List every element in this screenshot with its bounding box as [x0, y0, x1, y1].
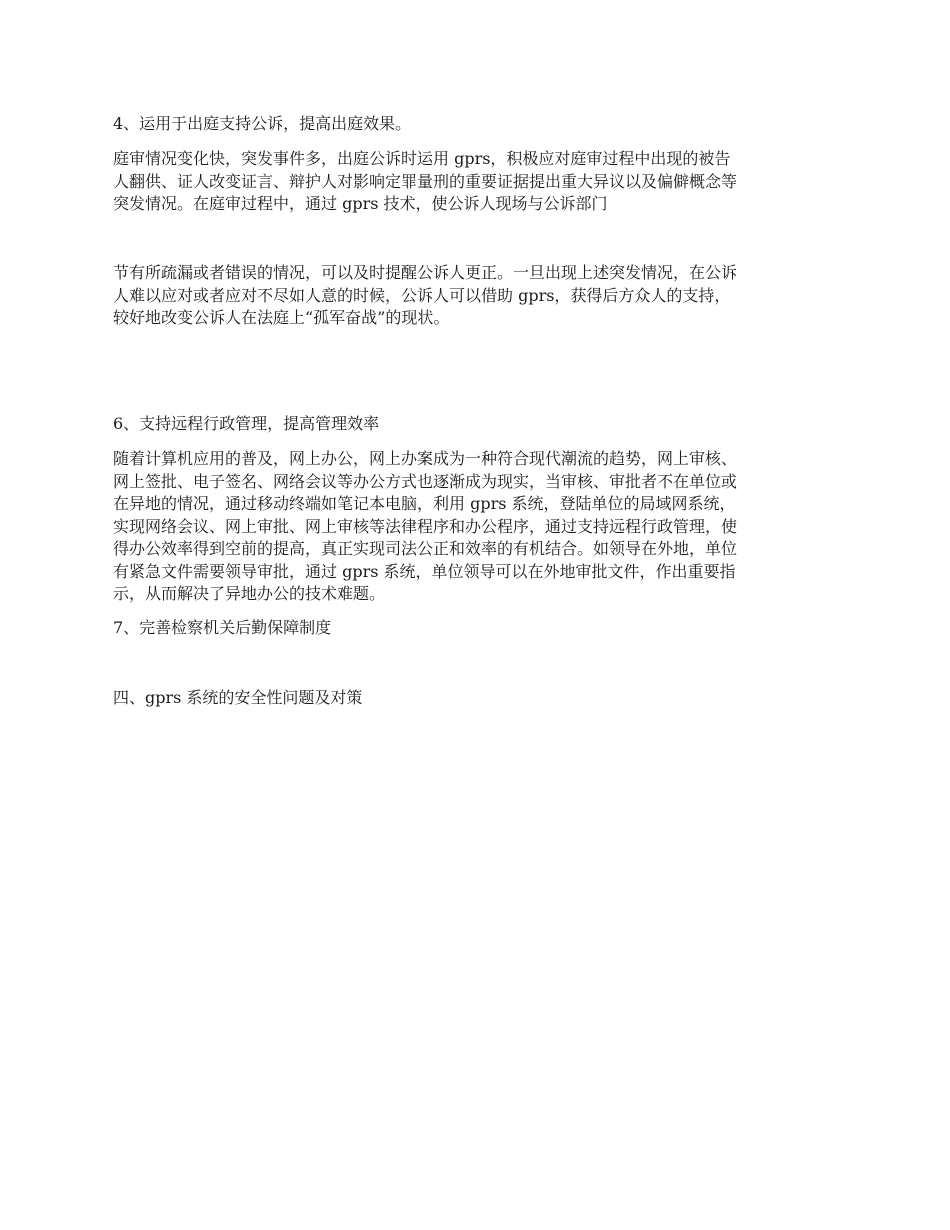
heading-4	[113, 113, 843, 136]
paragraph-line: 实现网络会议、网上审批、网上审核等法律程序和办公程序，通过支持远程行政管理，使	[113, 516, 738, 536]
section-heading-4	[113, 687, 843, 710]
paragraph-line: 较好地改变公诉人在法庭上“孤军奋战”的现状。	[113, 308, 450, 327]
heading-6	[113, 413, 843, 436]
paragraph-line: 人难以应对或者应对不尽如人意的时候，公诉人可以借助 gprs，获得后方众人的支持，	[113, 285, 731, 305]
paragraph-line: 得办公效率得到空前的提高，真正实现司法公正和效率的有机结合。如领导在外地，单位	[113, 539, 738, 558]
paragraph-line: 示，从而解决了异地办公的技术难题。	[113, 584, 386, 603]
section-heading-4-text: 四、gprs 系统的安全性问题及对策	[113, 688, 363, 707]
paragraph-line: 庭审情况变化快，突发事件多，出庭公诉时运用 gprs，积极应对庭审过程中出现的被告	[113, 149, 731, 168]
paragraph-6	[113, 448, 843, 606]
paragraph-line: 随着计算机应用的普及，网上办公，网上办案成为一种符合现代潮流的趋势，网上审核、	[113, 449, 738, 468]
paragraph-4b	[113, 262, 843, 330]
paragraph-line: 节有所疏漏或者错误的情况，可以及时提醒公诉人更正。一旦出现上述突发情况，在公诉	[113, 263, 738, 282]
paragraph-line: 在异地的情况，通过移动终端如笔记本电脑，利用 gprs 系统，登陆单位的局域网系统，	[113, 494, 736, 513]
paragraph-line: 突发情况。在庭审过程中，通过 gprs 技术，使公诉人现场与公诉部门	[113, 194, 608, 213]
paragraph-4a	[113, 148, 843, 216]
heading-7	[113, 617, 843, 640]
heading-7-text: 7、完善检察机关后勤保障制度	[113, 618, 332, 637]
paragraph-line: 有紧急文件需要领导审批，通过 gprs 系统，单位领导可以在外地审批文件，作出重要指	[113, 561, 736, 581]
heading-4-text: 4、运用于出庭支持公诉，提高出庭效果。	[113, 114, 412, 133]
paragraph-line: 网上签批、电子签名、网络会议等办公方式也逐渐成为现实，当审核、审批者不在单位或	[113, 471, 738, 491]
paragraph-line: 人翻供、证人改变证言、辩护人对影响定罪量刑的重要证据提出重大异议以及偏僻概念等	[113, 171, 738, 191]
heading-6-text: 6、支持远程行政管理，提高管理效率	[113, 414, 380, 433]
